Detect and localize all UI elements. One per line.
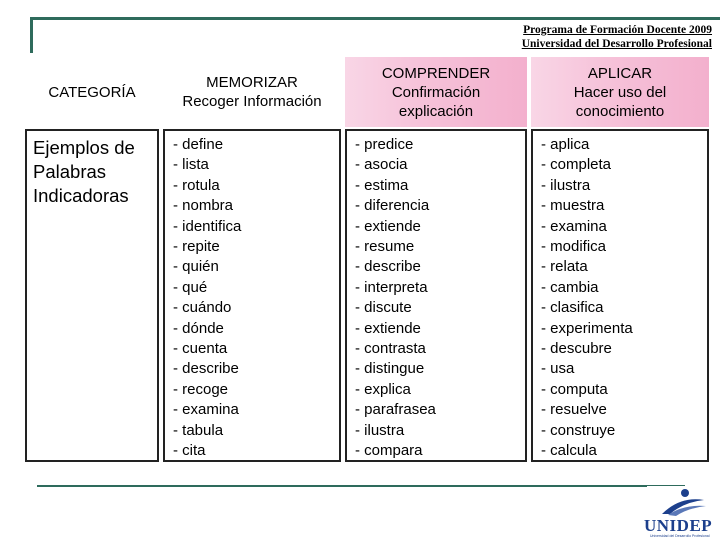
indicator-word: - ilustra [541, 176, 591, 194]
unidep-emblem-icon [640, 486, 720, 518]
indicator-word: - resuelve [541, 401, 607, 419]
indicator-word: - usa [541, 360, 575, 378]
university-name: Universidad del Desarrollo Profesional [521, 38, 712, 50]
indicator-word: - discute [355, 299, 412, 317]
aplicar-header [531, 57, 709, 127]
indicator-word: - aplica [541, 136, 590, 153]
indicator-word: - lista [173, 156, 209, 174]
memorizar-body [163, 129, 341, 462]
indicator-word: - ilustra [355, 421, 405, 439]
taxonomy-table [25, 57, 709, 462]
program-title: Programa de Formación Docente 2009 [523, 24, 712, 36]
column-header-line: Hacer uso del [573, 83, 667, 101]
indicator-word: - distingue [355, 360, 425, 378]
logo-tagline: Universidad del Desarrollo Profesional [650, 534, 710, 538]
indicator-word: - nombra [173, 197, 234, 215]
column-header-line: explicación [398, 102, 474, 120]
indicator-word: - cita [173, 442, 206, 460]
indicator-word: - descubre [541, 340, 612, 358]
indicator-word: - cuenta [173, 340, 228, 358]
indicator-word: - calcula [541, 442, 597, 460]
indicator-word: - describe [355, 258, 421, 276]
comprender-header [345, 57, 527, 127]
memorizar-list [165, 131, 339, 462]
indicator-word: - computa [541, 380, 608, 398]
indicator-word: - clasifica [541, 299, 604, 317]
unidep-logo [640, 486, 720, 538]
indicator-word: - examina [541, 217, 607, 235]
aplicar-body [531, 129, 709, 462]
indicator-word: - quién [173, 258, 219, 276]
column-header-line: COMPRENDER [381, 64, 491, 82]
indicator-word: - muestra [541, 197, 605, 215]
footer-rule [37, 485, 647, 487]
column-header-line: Confirmación [391, 83, 481, 101]
indicator-word: - extiende [355, 319, 421, 337]
indicator-word: - predice [355, 136, 414, 153]
indicator-word: - qué [173, 278, 208, 296]
indicator-word: - resume [355, 238, 415, 256]
column-header-line: MEMORIZAR [206, 74, 298, 91]
indicator-word: - rotula [173, 176, 220, 194]
indicator-word: - modifica [541, 238, 607, 256]
indicator-word: - completa [541, 156, 612, 174]
comprender-body [345, 129, 527, 462]
indicator-word: - extiende [355, 217, 421, 235]
category-header-label: CATEGORÍA [48, 83, 136, 101]
category-header [25, 57, 159, 127]
indicator-word: - estima [355, 176, 409, 194]
indicator-word: - diferencia [355, 197, 430, 215]
category-body [25, 129, 159, 462]
indicator-word: - cuándo [173, 299, 232, 317]
indicator-word: - construye [541, 421, 616, 439]
indicator-word: - relata [541, 258, 588, 276]
indicator-word: - dónde [173, 319, 224, 337]
indicator-word: - explica [355, 380, 411, 398]
indicator-word: - define [173, 136, 224, 153]
indicator-word: - interpreta [355, 278, 428, 296]
category-line: Palabras [33, 161, 107, 182]
indicator-word: - parafrasea [355, 401, 436, 419]
comprender-list [347, 131, 525, 462]
category-line: Ejemplos de [33, 137, 135, 158]
indicator-word: - compara [355, 442, 423, 460]
memorizar-header [163, 57, 341, 127]
indicator-word: - recoge [173, 380, 229, 398]
header-bar [30, 17, 720, 56]
indicator-word: - contrasta [355, 340, 426, 358]
column-header-line: conocimiento [575, 102, 665, 120]
category-line: Indicadoras [33, 185, 129, 206]
column-header-line: Recoger Información [182, 93, 322, 110]
indicator-word: - cambia [541, 278, 599, 296]
header-text [522, 23, 712, 51]
logo-wordmark: UNIDEP [644, 516, 713, 535]
indicator-word: - asocia [355, 156, 408, 174]
indicator-word: - examina [173, 401, 239, 419]
indicator-word: - repite [173, 238, 220, 256]
indicator-word: - experimenta [541, 319, 633, 337]
indicator-word: - describe [173, 360, 239, 378]
column-header-line: APLICAR [587, 64, 653, 82]
aplicar-list [533, 131, 707, 462]
indicator-word: - identifica [173, 217, 242, 235]
indicator-word: - tabula [173, 421, 224, 439]
